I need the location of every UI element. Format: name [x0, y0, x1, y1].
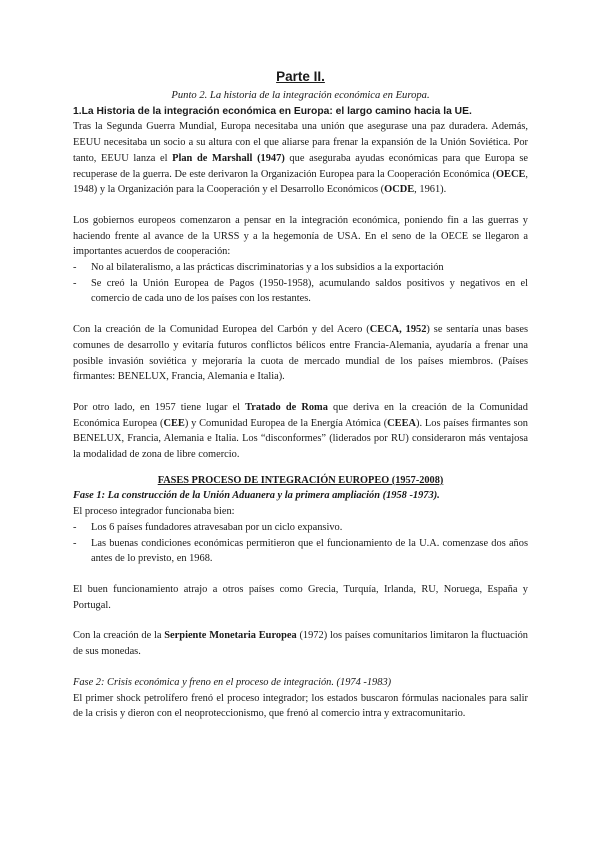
paragraph-crisis: El primer shock petrolífero frenó el proceso integrador; los estados buscaron fórmulas nacionales para salir de la crisis y dieron con el neoproteccionismo, que frenó al comercio intra y extracomunitario. — [73, 692, 528, 720]
cooperation-list — [73, 260, 528, 307]
list-item: - No al bilateralismo, a las prácticas discriminatorias y a los subsidios a la exportación — [73, 262, 444, 274]
document-page — [73, 68, 528, 722]
paragraph-serpiente: Con la creación de la Serpiente Monetaria Europea (1972) los países comunitarios limitaron la fluctuación de sus monedas. — [73, 630, 528, 658]
phase-1-title: Fase 1: La construcción de la Unión Aduanera y la primera ampliación (1958 -1973). — [73, 490, 440, 502]
paragraph-ceca: Con la creación de la Comunidad Europea del Carbón y del Acero (CECA, 1952) se sentaría unas bases comunes de desarrollo y evitaría futuros conflictos bélicos entre Francia-Alemania, ayudaría a frenar una posible invasión soviética y mejoraría la cuota de mercado mundial de los países miembros. (Países firmantes: BENELUX, Francia, Alemania e Italia). — [73, 324, 529, 383]
paragraph-cooperation: Los gobiernos europeos comenzaron a pensar en la integración económica, poniendo fin a las guerras y haciendo frente al avance de la URSS y a la hegemonía de USA. En el seno de la OECE se llegaron a importantes acuerdos de cooperación: — [73, 214, 528, 258]
paragraph-marshall: Tras la Segunda Guerra Mundial, Europa necesitaba una unión que asegurase una paz duradera. Además, EEUU necesitaba un socio a su altura con el que aliarse para frenar la expansión de la Unión Soviética. Por tanto, EEUU lanza el Plan de Marshall (1947) que aseguraba ayudas económicas para que Europa se recuperase de la guerra. De este derivaron la Organización Europea para la Cooperación Económica (OECE, 1948) y la Organización para la Cooperación y el Desarrollo Económicos (OCDE, 1961). — [73, 121, 528, 196]
page-subtitle: Punto 2. La historia de la integración económica en Europa. — [171, 90, 430, 101]
phase-1-intro: El proceso integrador funcionaba bien: — [73, 506, 235, 518]
phase-2-title: Fase 2: Crisis económica y freno en el proceso de integración. (1974 -1983) — [73, 676, 392, 688]
list-item: - Se creó la Unión Europea de Pagos (1950-1958), acumulando saldos positivos y negativos en el comercio de cada uno de los países con los restantes. — [73, 277, 528, 305]
section-heading: 1.La Historia de la integración económica en Europa: el largo camino hacia la UE. — [73, 105, 472, 117]
phases-heading: FASES PROCESO DE INTEGRACIÓN EUROPEO (1957-2008) — [157, 474, 444, 486]
list-item: - Las buenas condiciones económicas permitieron que el funcionamiento de la U.A. comenzase dos años antes de lo previsto, en 1968. — [73, 537, 528, 565]
paragraph-roma: Por otro lado, en 1957 tiene lugar el Tratado de Roma que deriva en la creación de la Comunidad Económica Europea (CEE) y Comunidad Europea de la Energía Atómica (CEEA). Los países firmantes son BENELUX, Francia, Alemania e Italia. Los “disconformes” (liderados por RU) consideraron más ventajosa la modalidad de zona de libre comercio. — [73, 401, 528, 461]
paragraph-expansion: El buen funcionamiento atrajo a otros países como Grecia, Turquía, Irlanda, RU, Noruega, España y Portugal. — [73, 583, 528, 611]
phase-1-list — [73, 520, 528, 567]
list-item: - Los 6 países fundadores atravesaban por un ciclo expansivo. — [73, 521, 343, 533]
page-title: Parte II. — [276, 69, 325, 84]
